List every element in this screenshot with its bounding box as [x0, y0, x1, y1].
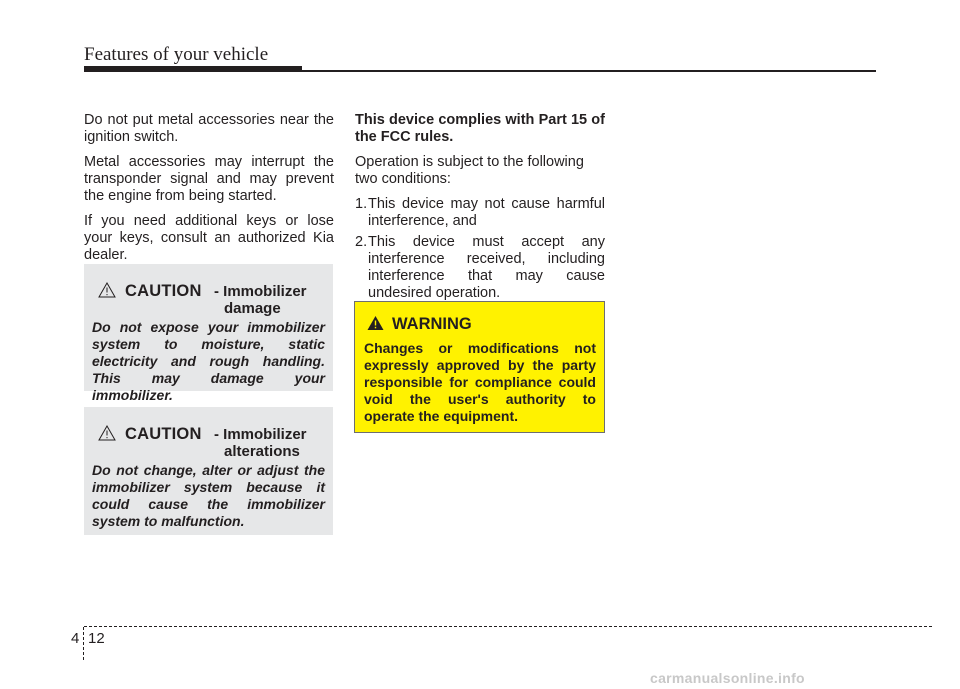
caution-subtitle: damage [224, 300, 281, 317]
list-item [355, 234, 605, 302]
caution-subtitle: - Immobilizer [214, 426, 307, 443]
fcc-statement: This device complies with Part 15 of the FCC rules. [355, 112, 605, 145]
caution-subtitle: - Immobilizer [214, 283, 307, 300]
warning-body: Changes or modifications not expressly approved by the party responsible for compliance could void the user's authority to operate the equipment. [364, 340, 596, 424]
left-column [84, 112, 334, 272]
list-number: 1. [355, 196, 368, 212]
paragraph: If you need additional keys or lose your keys, consult an authorized Kia dealer. [84, 213, 334, 263]
list-text: This device must accept any interference received, including interference that may cause undesired operation. [368, 234, 605, 301]
list-number: 2. [355, 234, 368, 250]
header-bar [84, 66, 302, 72]
warning-triangle-icon [367, 315, 384, 331]
caution-triangle-icon [98, 425, 116, 441]
footer-separator [83, 627, 84, 660]
list-text: This device may not cause harmful interference, and [368, 196, 605, 229]
footer-rule [84, 626, 932, 627]
paragraph: Metal accessories may interrupt the transponder signal and may prevent the engine from being started. [84, 154, 334, 204]
list-item [355, 196, 605, 230]
paragraph: Do not put metal accessories near the ignition switch. [84, 112, 334, 145]
caution-triangle-icon [98, 282, 116, 298]
caution-box-damage [84, 264, 333, 403]
caution-body: Do not expose your immobilizer system to moisture, static electricity and rough handling. This may damage your immobilizer. [92, 319, 325, 403]
header-rule [302, 70, 876, 72]
right-column [355, 112, 605, 306]
watermark: carmanualsonline.info [650, 670, 805, 686]
warning-box [354, 301, 605, 433]
caution-body: Do not change, alter or adjust the immobilizer system because it could cause the immobilizer system to malfunction. [92, 462, 325, 529]
caution-subtitle: alterations [224, 443, 300, 460]
paragraph: Operation is subject to the following two conditions: [355, 154, 584, 187]
caution-label: CAUTION [125, 282, 202, 300]
caution-label: CAUTION [125, 425, 202, 443]
warning-label: WARNING [392, 315, 472, 333]
header-title: Features of your vehicle [84, 44, 269, 65]
caution-box-alterations [84, 407, 333, 535]
page-number: 12 [88, 630, 105, 647]
chapter-number: 4 [71, 630, 80, 647]
